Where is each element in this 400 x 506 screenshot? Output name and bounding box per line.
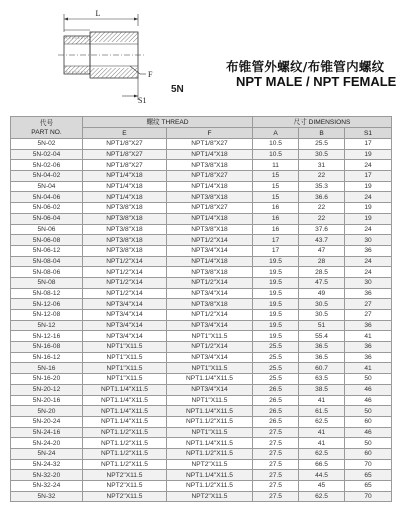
dim-b-cell: 45 — [299, 481, 345, 492]
dim-s1-cell: 19 — [345, 149, 392, 160]
table-row — [11, 256, 392, 267]
table-row — [11, 427, 392, 438]
part-no-cell: 5N-12-16 — [11, 331, 83, 342]
table-row — [11, 245, 392, 256]
dim-s1-cell: 65 — [345, 470, 392, 481]
thread-e-cell: NPT1.1/4"X11.5 — [83, 384, 167, 395]
part-no-cell: 5N-24-32 — [11, 459, 83, 470]
thread-f-cell: NPT3/4"X14 — [167, 384, 253, 395]
dim-s1-cell: 30 — [345, 235, 392, 246]
thread-e-cell: NPT3/4"X14 — [83, 331, 167, 342]
thread-e-cell: NPT1.1/4"X11.5 — [83, 416, 167, 427]
table-row — [11, 363, 392, 374]
thread-f-cell: NPT3/8"X18 — [167, 299, 253, 310]
part-no-cell: 5N-08-06 — [11, 267, 83, 278]
dim-s1-cell: 27 — [345, 299, 392, 310]
table-row — [11, 448, 392, 459]
dim-b-cell: 30.5 — [299, 149, 345, 160]
part-no-cell: 5N-24-16 — [11, 427, 83, 438]
fitting-drawing-svg — [52, 4, 162, 104]
dim-b-cell: 41 — [299, 395, 345, 406]
dim-s1-cell: 36 — [345, 352, 392, 363]
part-no-cell: 5N-24 — [11, 448, 83, 459]
dim-b-cell: 30.5 — [299, 310, 345, 321]
dim-a-cell: 19.5 — [253, 299, 299, 310]
dim-s1-cell: 60 — [345, 448, 392, 459]
dim-a-cell: 26.5 — [253, 416, 299, 427]
page-title-chinese: 布锥管外螺纹/布锥管内螺纹 — [226, 59, 385, 74]
dim-b-cell: 31 — [299, 160, 345, 171]
thread-f-cell: NPT3/4"X14 — [167, 245, 253, 256]
thread-f-cell: NPT3/8"X18 — [167, 224, 253, 235]
table-row — [11, 160, 392, 171]
part-no-cell: 5N-20-12 — [11, 384, 83, 395]
thread-e-cell: NPT1.1/2"X11.5 — [83, 448, 167, 459]
thread-e-cell: NPT1/8"X27 — [83, 139, 167, 150]
dim-l-label: L — [95, 9, 101, 18]
dim-b-cell: 47 — [299, 245, 345, 256]
part-no-cell: 5N-02 — [11, 139, 83, 150]
thread-e-cell: NPT3/4"X14 — [83, 320, 167, 331]
dim-a-cell: 26.5 — [253, 406, 299, 417]
hatch-bottom-right — [90, 68, 138, 78]
table-row — [11, 213, 392, 224]
thread-f-cell: NPT3/4"X14 — [167, 288, 253, 299]
table-row — [11, 374, 392, 385]
dim-b-cell: 28.5 — [299, 267, 345, 278]
dim-a-cell: 27.5 — [253, 459, 299, 470]
dim-b-cell: 62.5 — [299, 491, 345, 502]
thread-e-cell: NPT1"X11.5 — [83, 342, 167, 353]
hatch-top-right — [90, 32, 138, 42]
dim-a-cell: 27.5 — [253, 427, 299, 438]
dim-b-cell: 35.3 — [299, 181, 345, 192]
dim-b-cell: 36.5 — [299, 352, 345, 363]
table-row — [11, 384, 392, 395]
dim-a-cell: 25.5 — [253, 363, 299, 374]
dim-s1-cell: 24 — [345, 192, 392, 203]
part-no-header-en: PART NO. — [31, 128, 62, 136]
part-no-cell: 5N-16-12 — [11, 352, 83, 363]
part-no-cell: 5N-04 — [11, 181, 83, 192]
dim-b-cell: 36.5 — [299, 342, 345, 353]
thread-f-cell: NPT1"X11.5 — [167, 395, 253, 406]
table-row — [11, 481, 392, 492]
thread-e-cell: NPT2"X11.5 — [83, 491, 167, 502]
thread-e-cell: NPT2"X11.5 — [83, 470, 167, 481]
dim-s1-cell: 70 — [345, 459, 392, 470]
thread-f-cell: NPT1.1/4"X11.5 — [167, 438, 253, 449]
thread-e-cell: NPT3/4"X14 — [83, 299, 167, 310]
part-no-cell: 5N-12-06 — [11, 299, 83, 310]
thread-f-cell: NPT1.1/4"X11.5 — [167, 470, 253, 481]
part-no-cell: 5N-12-08 — [11, 310, 83, 321]
dim-a-cell: 19.5 — [253, 277, 299, 288]
dim-a-cell: 17 — [253, 235, 299, 246]
dim-s1-cell: 24 — [345, 160, 392, 171]
part-no-cell: 5N-12 — [11, 320, 83, 331]
dim-a-cell: 26.5 — [253, 384, 299, 395]
thread-f-cell: NPT3/8"X18 — [167, 192, 253, 203]
page-title-english: NPT MALE / NPT FEMALE — [236, 74, 397, 89]
dim-s1-cell: 36 — [345, 320, 392, 331]
dim-a-cell: 11 — [253, 160, 299, 171]
thread-f-cell: NPT3/8"X18 — [167, 160, 253, 171]
dim-s1-cell: 17 — [345, 139, 392, 150]
dim-s1-cell: 24 — [345, 256, 392, 267]
thread-e-cell: NPT1"X11.5 — [83, 374, 167, 385]
dim-a-cell: 25.5 — [253, 352, 299, 363]
table-row — [11, 310, 392, 321]
dim-s1-cell: 36 — [345, 342, 392, 353]
specification-table — [10, 116, 392, 502]
dim-s1-cell: 50 — [345, 438, 392, 449]
dim-s1-cell: 46 — [345, 395, 392, 406]
dim-a-cell: 15 — [253, 181, 299, 192]
part-no-cell: 5N-04-06 — [11, 192, 83, 203]
thread-e-cell: NPT1.1/4"X11.5 — [83, 406, 167, 417]
thread-e-cell: NPT1.1/4"X11.5 — [83, 395, 167, 406]
dim-b-cell: 62.5 — [299, 448, 345, 459]
thread-f-cell: NPT1/2"X14 — [167, 277, 253, 288]
dim-b-cell: 41 — [299, 438, 345, 449]
thread-e-cell: NPT1/2"X14 — [83, 288, 167, 299]
part-no-cell: 5N-24-20 — [11, 438, 83, 449]
dim-b-cell: 41 — [299, 427, 345, 438]
dim-b-cell: 30.5 — [299, 299, 345, 310]
dim-s1-cell: 41 — [345, 363, 392, 374]
part-no-cell: 5N-08-12 — [11, 288, 83, 299]
dim-s1-cell: 19 — [345, 213, 392, 224]
dim-a-cell: 19.5 — [253, 310, 299, 321]
table-row — [11, 181, 392, 192]
thread-f-cell: NPT1/2"X14 — [167, 310, 253, 321]
part-no-cell: 5N-02-06 — [11, 160, 83, 171]
thread-f-cell: NPT1/8"X27 — [167, 203, 253, 214]
dim-a-cell: 27.5 — [253, 438, 299, 449]
table-row — [11, 235, 392, 246]
thread-f-cell: NPT1/2"X14 — [167, 235, 253, 246]
part-no-header-cn: 代号 — [39, 119, 54, 127]
dim-b-cell: 38.5 — [299, 384, 345, 395]
dim-a-cell: 27.5 — [253, 481, 299, 492]
thread-e-cell: NPT1/8"X27 — [83, 160, 167, 171]
thread-f-cell: NPT1/8"X27 — [167, 171, 253, 182]
table-header — [11, 117, 392, 139]
table-row — [11, 416, 392, 427]
part-no-cell: 5N-06-08 — [11, 235, 83, 246]
thread-f-cell: NPT1/4"X18 — [167, 181, 253, 192]
dim-l-arrow-left — [64, 18, 68, 21]
dim-b-cell: 62.5 — [299, 416, 345, 427]
table-row — [11, 171, 392, 182]
dim-s1-cell: 50 — [345, 406, 392, 417]
dim-b-cell: 66.5 — [299, 459, 345, 470]
table-row — [11, 299, 392, 310]
thread-e-cell: NPT3/8"X18 — [83, 213, 167, 224]
thread-f-cell: NPT1/8"X27 — [167, 139, 253, 150]
thread-e-cell: NPT1.1/2"X11.5 — [83, 438, 167, 449]
thread-e-cell: NPT1/2"X14 — [83, 256, 167, 267]
part-no-cell: 5N-16-20 — [11, 374, 83, 385]
table-row — [11, 342, 392, 353]
dim-a-cell: 27.5 — [253, 491, 299, 502]
dim-s1-cell: 30 — [345, 277, 392, 288]
thread-e-cell: NPT1"X11.5 — [83, 352, 167, 363]
dim-b-cell: 60.7 — [299, 363, 345, 374]
dim-a-cell: 15 — [253, 171, 299, 182]
fitting-drawing — [52, 4, 162, 104]
thread-f-cell: NPT1/4"X18 — [167, 149, 253, 160]
thread-e-cell: NPT1.1/2"X11.5 — [83, 427, 167, 438]
dim-b-cell: 55.4 — [299, 331, 345, 342]
thread-e-cell: NPT3/8"X18 — [83, 224, 167, 235]
dim-a-cell: 16 — [253, 213, 299, 224]
thread-f-cell: NPT3/4"X14 — [167, 320, 253, 331]
dim-b-cell: 51 — [299, 320, 345, 331]
table-row — [11, 395, 392, 406]
column-header-s1: S1 — [345, 128, 392, 139]
thread-f-cell: NPT1.1/2"X11.5 — [167, 481, 253, 492]
thread-e-cell: NPT1/2"X14 — [83, 267, 167, 278]
dimensions-group-header: 尺寸 DIMENSIONS — [253, 117, 392, 128]
dim-s1-cell: 46 — [345, 427, 392, 438]
thread-f-cell: NPT2"X11.5 — [167, 491, 253, 502]
thread-e-cell: NPT2"X11.5 — [83, 481, 167, 492]
thread-f-cell: NPT3/8"X18 — [167, 267, 253, 278]
table-row — [11, 406, 392, 417]
column-header-e: E — [83, 128, 167, 139]
dim-b-cell: 22 — [299, 203, 345, 214]
dim-s1-cell: 46 — [345, 384, 392, 395]
dim-a-cell: 19.5 — [253, 320, 299, 331]
thread-e-cell: NPT1/4"X18 — [83, 181, 167, 192]
dim-s1-cell: 24 — [345, 224, 392, 235]
hatch-bottom-left — [64, 66, 90, 74]
part-no-cell: 5N-16 — [11, 363, 83, 374]
dim-a-cell: 26.5 — [253, 395, 299, 406]
dim-a-cell: 19.5 — [253, 267, 299, 278]
part-no-cell: 5N-04-02 — [11, 171, 83, 182]
dim-s1-cell: 36 — [345, 245, 392, 256]
dim-s1-cell: 24 — [345, 267, 392, 278]
thread-e-cell: NPT1/8"X27 — [83, 149, 167, 160]
thread-e-cell: NPT1/2"X14 — [83, 277, 167, 288]
thread-e-cell: NPT1"X11.5 — [83, 363, 167, 374]
thread-f-cell: NPT1/4"X18 — [167, 213, 253, 224]
table-row — [11, 438, 392, 449]
part-no-cell: 5N-06-04 — [11, 213, 83, 224]
dim-a-cell: 27.5 — [253, 470, 299, 481]
thread-e-cell: NPT3/8"X18 — [83, 245, 167, 256]
table-row — [11, 267, 392, 278]
dim-b-cell: 22 — [299, 213, 345, 224]
table-row — [11, 224, 392, 235]
dim-a-cell: 16 — [253, 203, 299, 214]
dim-a-cell: 25.5 — [253, 342, 299, 353]
table-row — [11, 288, 392, 299]
thread-f-cell: NPT1/4"X18 — [167, 256, 253, 267]
column-header-a: A — [253, 128, 299, 139]
part-no-cell: 5N-32 — [11, 491, 83, 502]
dim-a-cell: 19.5 — [253, 331, 299, 342]
part-no-cell: 5N-16-08 — [11, 342, 83, 353]
dim-s1-cell: 60 — [345, 416, 392, 427]
dim-s1-cell: 50 — [345, 374, 392, 385]
thread-e-cell: NPT3/4"X14 — [83, 310, 167, 321]
part-no-header — [11, 117, 83, 139]
thread-f-cell: NPT1.1/2"X11.5 — [167, 448, 253, 459]
hatch-top-left — [64, 36, 90, 44]
table-row — [11, 277, 392, 288]
part-no-cell: 5N-02-04 — [11, 149, 83, 160]
thread-f-cell: NPT1.1/2"X11.5 — [167, 416, 253, 427]
dim-l-arrow-right — [134, 18, 138, 21]
dim-s1-cell: 17 — [345, 171, 392, 182]
dim-b-cell: 44.5 — [299, 470, 345, 481]
dim-a-cell: 17 — [253, 245, 299, 256]
dim-s1-cell: 65 — [345, 481, 392, 492]
dim-b-cell: 49 — [299, 288, 345, 299]
table-row — [11, 320, 392, 331]
thread-f-cell: NPT1/2"X14 — [167, 342, 253, 353]
dim-a-cell: 19.5 — [253, 256, 299, 267]
thread-f-cell: NPT1"X11.5 — [167, 427, 253, 438]
thread-e-cell: NPT3/8"X18 — [83, 203, 167, 214]
part-no-cell: 5N-06-02 — [11, 203, 83, 214]
dim-f-label: F — [148, 70, 153, 79]
dim-b-cell: 43.7 — [299, 235, 345, 246]
thread-e-cell: NPT1/4"X18 — [83, 171, 167, 182]
column-header-f: F — [167, 128, 253, 139]
thread-group-header: 螺纹 THREAD — [83, 117, 253, 128]
table-row — [11, 470, 392, 481]
table-row — [11, 491, 392, 502]
dim-a-cell: 27.5 — [253, 448, 299, 459]
table-row — [11, 203, 392, 214]
dim-a-cell: 25.5 — [253, 374, 299, 385]
product-code: 5N — [171, 84, 184, 95]
table-row — [11, 459, 392, 470]
part-no-cell: 5N-06-12 — [11, 245, 83, 256]
dim-b-cell: 36.6 — [299, 192, 345, 203]
column-header-b: B — [299, 128, 345, 139]
part-no-cell: 5N-08 — [11, 277, 83, 288]
table-row — [11, 352, 392, 363]
table-row — [11, 192, 392, 203]
thread-f-cell: NPT1"X11.5 — [167, 331, 253, 342]
part-no-cell: 5N-32-20 — [11, 470, 83, 481]
thread-f-cell: NPT1"X11.5 — [167, 363, 253, 374]
part-no-cell: 5N-08-04 — [11, 256, 83, 267]
part-no-cell: 5N-32-24 — [11, 481, 83, 492]
dim-s1-cell: 41 — [345, 331, 392, 342]
thread-f-cell: NPT1.1/4"X11.5 — [167, 406, 253, 417]
dim-b-cell: 47.5 — [299, 277, 345, 288]
thread-f-cell: NPT2"X11.5 — [167, 459, 253, 470]
thread-e-cell: NPT3/8"X18 — [83, 235, 167, 246]
dim-s1-cell: 19 — [345, 181, 392, 192]
dim-s1-cell: 36 — [345, 288, 392, 299]
part-no-cell: 5N-20-16 — [11, 395, 83, 406]
thread-e-cell: NPT1/4"X18 — [83, 192, 167, 203]
dim-s1-label: S1 — [138, 96, 147, 104]
part-no-cell: 5N-20-24 — [11, 416, 83, 427]
table-row — [11, 149, 392, 160]
dim-b-cell: 61.5 — [299, 406, 345, 417]
dim-b-cell: 22 — [299, 171, 345, 182]
dim-a-cell: 19.5 — [253, 288, 299, 299]
dim-s1-cell: 27 — [345, 310, 392, 321]
table-body — [11, 139, 392, 502]
dim-b-cell: 37.6 — [299, 224, 345, 235]
table-row — [11, 331, 392, 342]
table-row — [11, 139, 392, 150]
dim-b-cell: 63.5 — [299, 374, 345, 385]
dim-b-cell: 28 — [299, 256, 345, 267]
dim-s1-cell: 70 — [345, 491, 392, 502]
dim-a-cell: 10.5 — [253, 139, 299, 150]
part-no-cell: 5N-06 — [11, 224, 83, 235]
dim-b-cell: 25.5 — [299, 139, 345, 150]
dim-a-cell: 10.5 — [253, 149, 299, 160]
thread-e-cell: NPT1.1/2"X11.5 — [83, 459, 167, 470]
dim-a-cell: 15 — [253, 192, 299, 203]
thread-f-cell: NPT3/4"X14 — [167, 352, 253, 363]
part-no-cell: 5N-20 — [11, 406, 83, 417]
thread-f-cell: NPT1.1/4"X11.5 — [167, 374, 253, 385]
dim-s1-cell: 19 — [345, 203, 392, 214]
dim-a-cell: 16 — [253, 224, 299, 235]
